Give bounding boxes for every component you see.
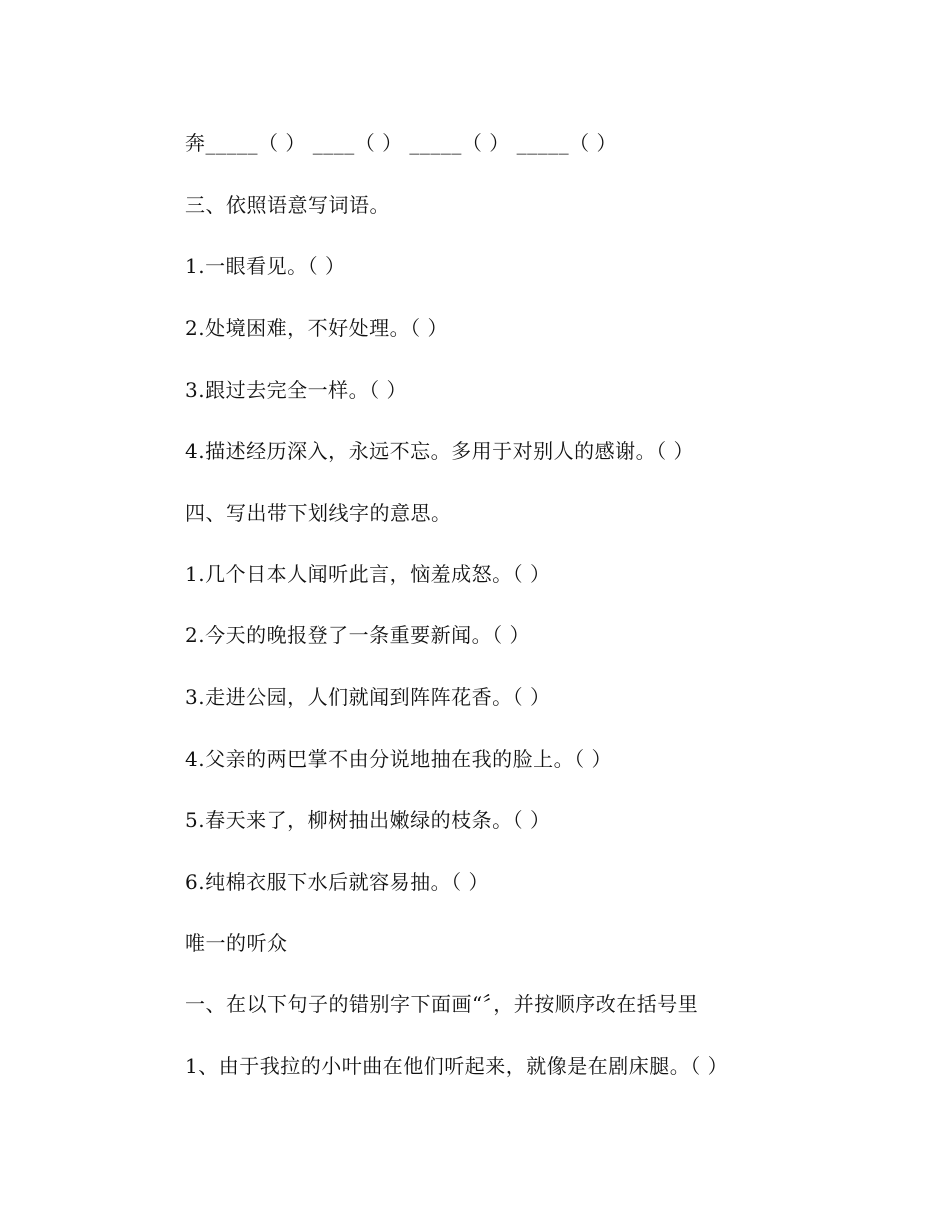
question-item: 5.春天来了，柳树抽出嫩绿的枝条。（ ） xyxy=(185,808,551,832)
section-heading-1: 一、在以下句子的错别字下面画“〞，并按顺序改在括号里 xyxy=(185,992,699,1016)
question-item: 2.处境困难，不好处理。（ ） xyxy=(185,316,448,340)
question-item: 1.几个日本人闻听此言，恼羞成怒。（ ） xyxy=(185,562,551,586)
question-item: 1.一眼看见。（ ） xyxy=(185,254,346,278)
fill-in-blanks-line: 奔_____（ ） ____（ ） _____（ ） _____（ ） xyxy=(185,131,618,155)
lesson-title: 唯一的听众 xyxy=(185,931,288,955)
question-item: 4.父亲的两巴掌不由分说地抽在我的脸上。（ ） xyxy=(185,747,612,771)
section-heading-3: 三、依照语意写词语。 xyxy=(185,193,390,217)
question-item: 2.今天的晚报登了一条重要新闻。（ ） xyxy=(185,623,530,647)
question-item: 1、由于我拉的小叶曲在他们听起来，就像是在剧床腿。（ ） xyxy=(185,1054,729,1078)
question-item: 3.跟过去完全一样。（ ） xyxy=(185,378,407,402)
question-item: 6.纯棉衣服下水后就容易抽。（ ） xyxy=(185,870,489,894)
question-item: 4.描述经历深入，永远不忘。多用于对别人的感谢。（ ） xyxy=(185,439,694,463)
section-heading-4: 四、写出带下划线字的意思。 xyxy=(185,501,452,525)
question-item: 3.走进公园，人们就闻到阵阵花香。（ ） xyxy=(185,685,551,709)
